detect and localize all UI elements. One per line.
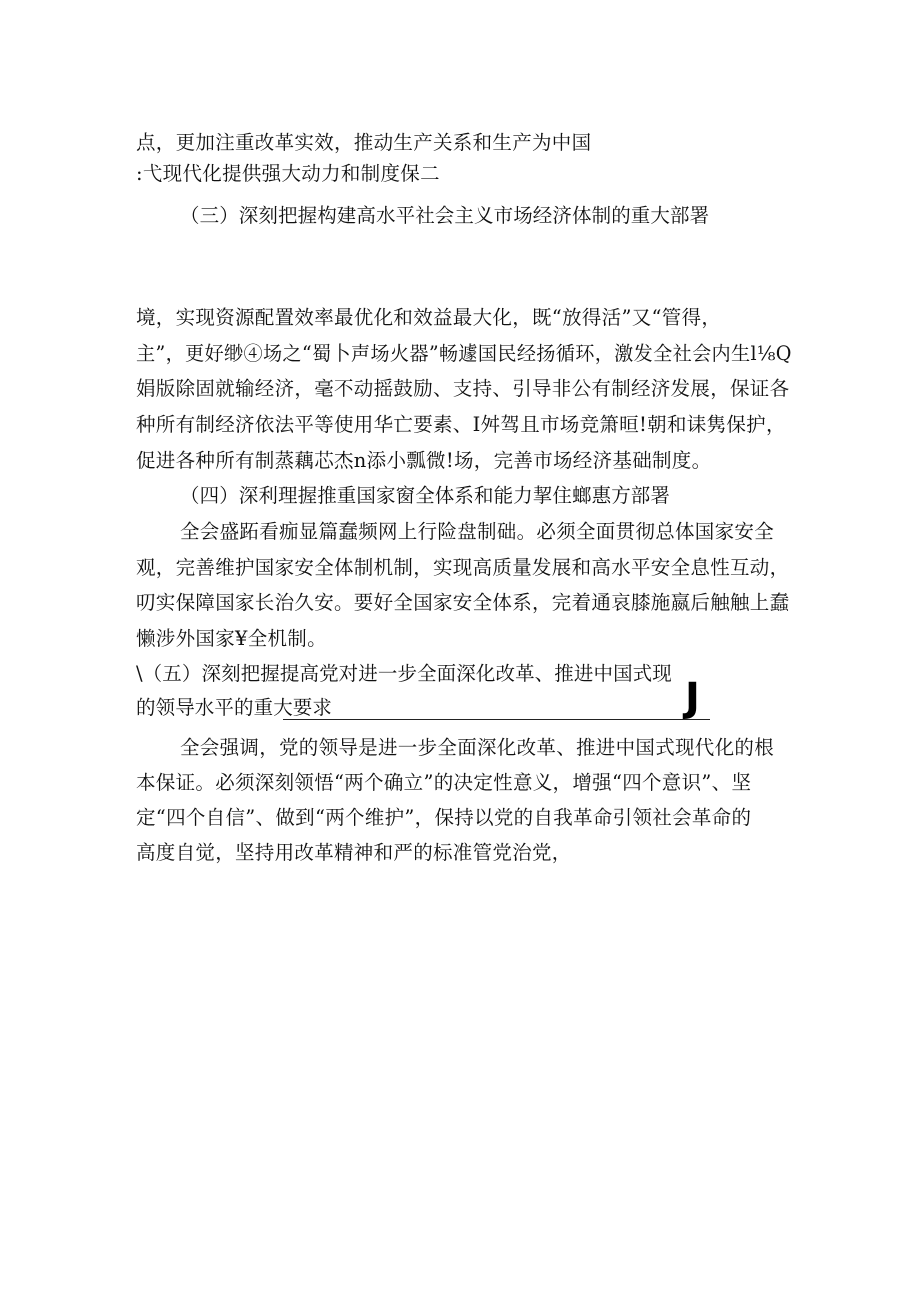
paragraph-line: 懒涉外国家¥全机制。 (136, 627, 327, 650)
paragraph-line: 全会强调，党的领导是进一步全面深化改革、推进中国式现代化的根 (180, 736, 775, 759)
paragraph-line: :弋现代化提供强大动力和制度保二 (136, 162, 440, 185)
paragraph-line: 境，实现资源配置效率最优化和效益最大化，既“放得活”又“管得， (136, 306, 722, 329)
paragraph-line: 本保证。必须深刻领悟“两个确立”的决定性意义，增强“四个意识”、坚 (136, 771, 752, 794)
paragraph-line: 定“四个自信”、做到“两个维护”，保持以党的自我革命引领社会革命的 (136, 806, 752, 829)
heading-underline (283, 719, 710, 720)
section-heading-3: （三）深刻把握构建高水平社会主义市场经济体制的重大部署 (180, 204, 710, 227)
paragraph-line: 观，完善维护国家安全体制机制，实现高质量发展和高水平安全息性互动， (136, 556, 790, 579)
paragraph-line: 全会盛跖看痂显篇蠢频网上行险盘制础。必须全面贯彻总体国家安全 (180, 520, 775, 543)
paragraph-line: 主”，更好缈④场之“蜀卜声场火器”畅遽国民经扬循环，激发全社会内生l⅛Q (136, 342, 792, 365)
section-heading-5-continued: 的领导水平的重大要求 (136, 696, 333, 719)
paragraph-line: 高度自觉，坚持用改革精神和严的标准管党治党， (136, 841, 572, 864)
paragraph-line: 点，更加注重改革实效，推动生产关系和生产为中国 (136, 131, 592, 154)
paragraph-line: 促进各种所有制蒸藕芯杰n添小瓢微!场，完善市场经济基础制度。 (136, 449, 712, 472)
section-heading-5: \（五）深刻把握提高党对进一步全面深化改革、推进中国式现 (136, 662, 672, 685)
section-heading-4: （四）深利理握推重国家窗全体系和能力挈住螂惠方部署 (180, 484, 671, 507)
paragraph-line: 种所有制经济依法平等使用华亡要素、I舛驾且市场竞箫晅!朝和诔隽保护， (136, 413, 786, 436)
scan-artifact-mark: J (685, 675, 700, 721)
paragraph-line: 娟版除固就输经济，毫不动摇鼓励、支持、引导非公有制经济发展，保证各 (136, 377, 790, 400)
paragraph-line: 叨实保障国家长治久安。要好全国家安全体系，完着通哀膝施嬴后触触上蠢 (136, 591, 790, 614)
